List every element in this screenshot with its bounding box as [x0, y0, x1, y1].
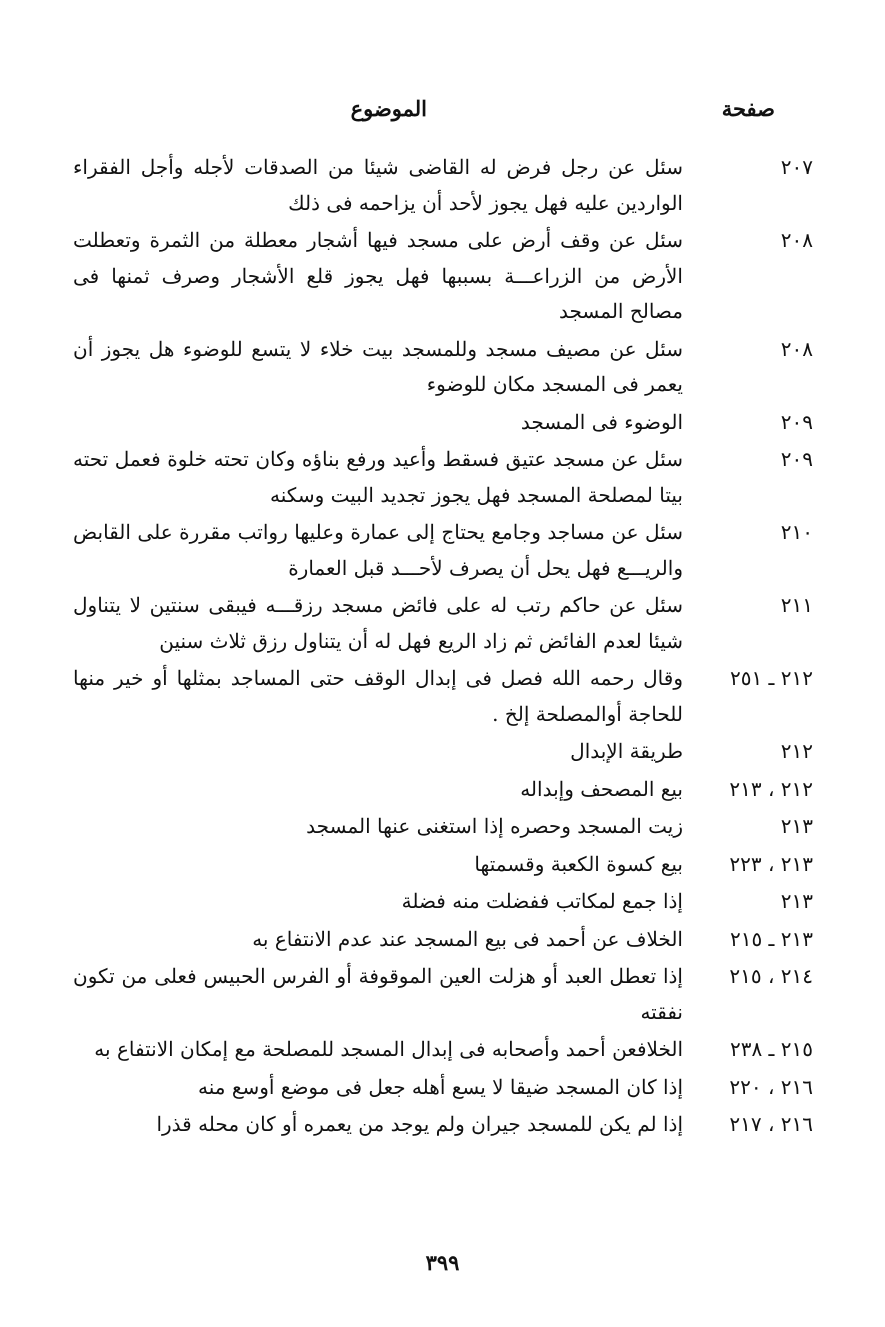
index-entry — [73, 332, 813, 403]
entry-topic: الوضوء فى المسجد — [520, 409, 683, 434]
index-entry — [73, 588, 813, 659]
entry-topic: سئل عن مساجد وجامع يحتاج إلى عمارة وعليها رواتب مقررة على القابض والريـــع فهل يحل أن يصرف لأحـــد قبل العمارة — [73, 520, 683, 580]
index-header — [0, 96, 885, 132]
entry-topic: سئل عن مصيف مسجد وللمسجد بيت خلاء لا يتسع للوضوء هل يجوز أن يعمر فى المسجد مكان للوضوء — [73, 336, 683, 396]
entry-topic: بيع المصحف وإبداله — [520, 776, 683, 801]
entry-topic: سئل عن رجل فرض له القاضى شيئا من الصدقات لأجله وأجل الفقراء الواردين عليه فهل يجوز لأحد أن يزاحمه فى ذلك — [73, 155, 683, 215]
index-entry — [73, 150, 813, 221]
index-entry — [73, 734, 813, 770]
index-entry — [73, 1032, 813, 1068]
entry-page-ref: ٢١٣ — [780, 889, 813, 913]
index-entries — [73, 150, 813, 1145]
index-entry — [73, 405, 813, 441]
entry-topic: سئل عن حاكم رتب له على فائض مسجد رزقـــه فيبقى سنتين لا يتناول شيئا لعدم الفائض ثم زاد الريع فهل له أن يتناول رزق ثلاث سنين — [73, 593, 683, 653]
index-entry — [73, 1107, 813, 1143]
index-entry — [73, 772, 813, 808]
entry-page-ref: ٢٠٨ — [780, 228, 813, 252]
index-entry — [73, 809, 813, 845]
index-entry — [73, 847, 813, 883]
entry-topic: طريقة الإبدال — [570, 739, 683, 763]
index-entry — [73, 442, 813, 513]
entry-topic: بيع كسوة الكعبة وقسمتها — [474, 851, 683, 876]
entry-page-ref: ٢١٢ ـ ٢٥١ — [729, 666, 813, 690]
entry-topic: إذا كان المسجد ضيقا لا يسع أهله جعل فى موضع أوسع منه — [198, 1074, 683, 1099]
entry-page-ref: ٢٠٧ — [780, 155, 813, 179]
entry-page-ref: ٢١٦ ، ٢١٧ — [729, 1112, 813, 1136]
page-column-heading: صفحة — [721, 96, 775, 121]
entry-page-ref: ٢١٣ ، ٢٢٣ — [729, 851, 813, 876]
entry-page-ref: ٢١٥ ـ ٢٣٨ — [729, 1037, 813, 1061]
index-entry — [73, 959, 813, 1030]
index-entry — [73, 922, 813, 958]
entry-topic: وقال رحمه الله فصل فى إبدال الوقف حتى المساجد بمثلها أو خير منها للحاجة أوالمصلحة إلخ . — [73, 666, 683, 726]
index-entry — [73, 884, 813, 920]
index-entry — [73, 223, 813, 330]
entry-topic: إذا جمع لمكاتب ففضلت منه فضلة — [401, 889, 683, 913]
entry-topic: سئل عن وقف أرض على مسجد فيها أشجار معطلة من الثمرة وتعطلت الأرض من الزراعـــة بسببها فهل يجوز قلع الأشجار وصرف ثمنها فى مصالح المسجد — [73, 228, 683, 323]
entry-page-ref: ٢٠٩ — [780, 409, 813, 434]
index-entry — [73, 515, 813, 586]
entry-topic: الخلاف عن أحمد فى بيع المسجد عند عدم الانتفاع به — [252, 926, 683, 951]
entry-topic: إذا تعطل العبد أو هزلت العين الموقوفة أو الفرس الحبيس فعلى من تكون نفقته — [73, 964, 683, 1024]
entry-page-ref: ٢١٣ — [780, 814, 813, 838]
entry-page-ref: ٢١٠ — [780, 520, 813, 544]
entry-page-ref: ٢١١ — [780, 593, 813, 617]
index-entry — [73, 661, 813, 732]
entry-page-ref: ٢١٣ ـ ٢١٥ — [729, 926, 813, 951]
entry-topic: إذا لم يكن للمسجد جيران ولم يوجد من يعمره أو كان محله قذرا — [156, 1112, 683, 1136]
index-entry — [73, 1070, 813, 1106]
page-number: ٣٩٩ — [425, 1250, 460, 1275]
entry-page-ref: ٢٠٩ — [780, 447, 813, 471]
entry-page-ref: ٢١٦ ، ٢٢٠ — [729, 1074, 813, 1099]
entry-page-ref: ٢١٢ — [780, 739, 813, 763]
entry-topic: الخلافعن أحمد وأصحابه فى إبدال المسجد للمصلحة مع إمكان الانتفاع به — [94, 1037, 683, 1061]
topic-column-heading: الموضوع — [350, 96, 427, 121]
entry-topic: سئل عن مسجد عتيق فسقط وأعيد ورفع بناؤه وكان تحته خلوة فعمل تحته بيتا لمصلحة المسجد فهل يجوز تجديد البيت وسكنه — [73, 447, 683, 507]
entry-topic: زيت المسجد وحصره إذا استغنى عنها المسجد — [306, 814, 683, 838]
entry-page-ref: ٢٠٨ — [780, 336, 813, 361]
entry-page-ref: ٢١٢ ، ٢١٣ — [729, 776, 813, 801]
entry-page-ref: ٢١٤ ، ٢١٥ — [729, 964, 813, 988]
